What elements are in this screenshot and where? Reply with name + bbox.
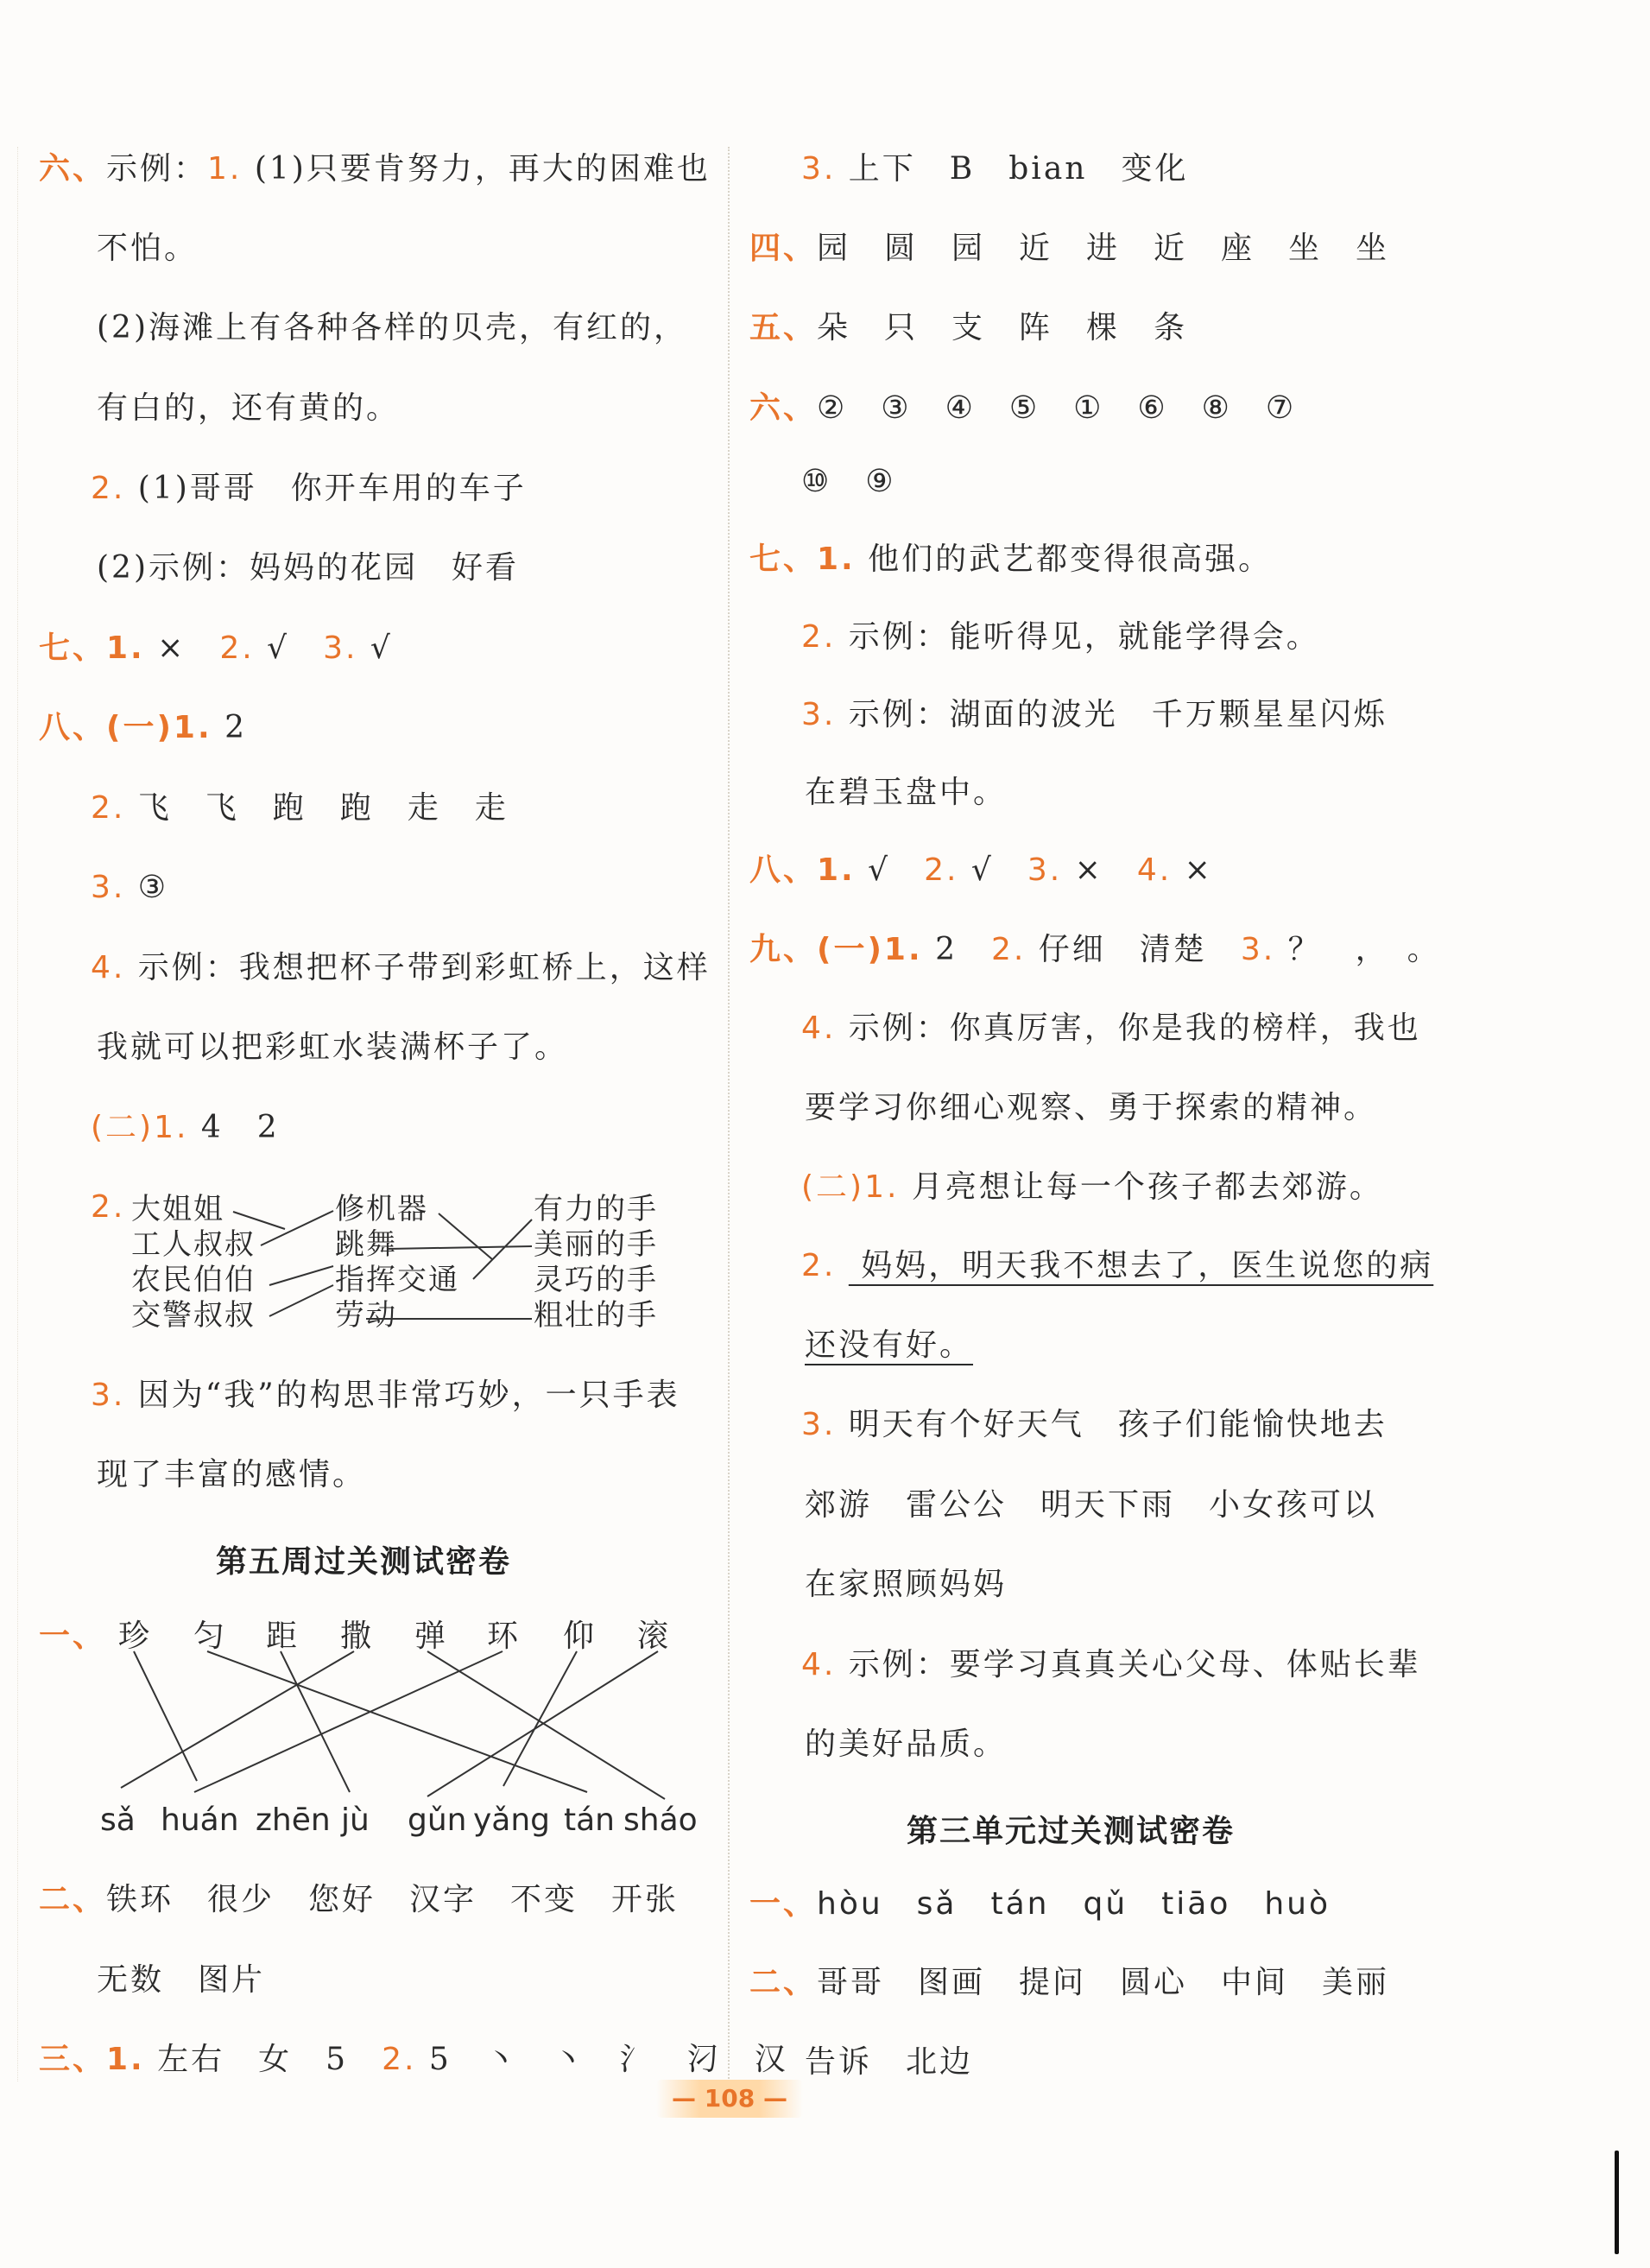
answer-line: 的美好品质。 [805, 1726, 1008, 1762]
answer-line: 七、1. 他们的武艺都变得很高强。 [749, 542, 1273, 577]
answer-line: 七、1. × 2. √ 3. √ [39, 630, 393, 666]
answer-line: 九、(一)1. 2 2. 仔细 清楚 3. ？ ， 。 [749, 932, 1441, 967]
match-line [207, 1651, 587, 1792]
char-item: 距 [266, 1619, 300, 1654]
section-heading: 第五周过关测试密卷 [216, 1544, 512, 1580]
pinyin-item: zhēn [256, 1802, 331, 1838]
answer-line: (2)海滩上有各种各样的贝壳，有红的， [97, 310, 687, 345]
match-item: 工人叔叔 [131, 1227, 256, 1262]
match-line [121, 1651, 354, 1788]
char-item: 滚 [637, 1619, 672, 1654]
match-item: 劳动 [335, 1298, 397, 1333]
answer-line: 六、② ③ ④ ⑤ ① ⑥ ⑧ ⑦ [749, 390, 1297, 426]
match-line [503, 1651, 577, 1786]
char-item: 撒 [340, 1619, 375, 1654]
match-item: 农民伯伯 [131, 1263, 256, 1297]
answer-line: 2. (1)哥哥 你开车用的车子 [91, 471, 527, 506]
match-line [269, 1266, 333, 1285]
section-heading: 第三单元过关测试密卷 [907, 1814, 1236, 1849]
answer-line: 4. 示例：我想把杯子带到彩虹桥上，这样 [91, 950, 711, 985]
answer-line: 六、示例：1. (1)只要肯努力，再大的困难也 [39, 151, 711, 187]
page-number-badge [656, 2080, 803, 2118]
answer-line: 在家照顾妈妈 [805, 1567, 1008, 1602]
match-line [473, 1220, 532, 1279]
answer-line: 三、1. 左右 ⼥ 5 2. 5 丶 丶 氵 汈 汉 [39, 2042, 788, 2077]
answer-line: 2. 飞 飞 跑 跑 走 走 [91, 790, 509, 826]
answer-line: 3. ③ [91, 870, 169, 905]
left-margin-rule [17, 147, 18, 2081]
answer-line: 3. 示例：湖面的波光 千万颗星星闪烁 [801, 697, 1388, 732]
match-line [269, 1285, 333, 1316]
answer-line: 不怕。 [97, 231, 199, 266]
answer-line: 无数 图片 [97, 1962, 266, 1998]
match-item: 灵巧的手 [534, 1263, 658, 1297]
answer-line: 3. 明天有个好天气 孩子们能愉快地去 [801, 1407, 1388, 1442]
answer-line: 八、(一)1. 2 [39, 710, 247, 745]
answer-line: (2)示例：妈妈的花园 好看 [97, 550, 519, 586]
answer-line: 一、hòu sǎ tán qǔ tiāo huò [749, 1886, 1331, 1922]
match-line [427, 1651, 665, 1799]
char-item: 匀 [193, 1619, 228, 1654]
answer-line: 二、哥哥 图画 提问 圆心 中间 美丽 [749, 1965, 1390, 2000]
pinyin-item: huán [161, 1802, 239, 1838]
match-line [281, 1651, 350, 1792]
char-item: 弹 [414, 1619, 449, 1654]
match-item: 有力的手 [534, 1192, 658, 1226]
answer-line: 五、朵 只 支 阵 棵 条 [749, 310, 1188, 345]
match-line [233, 1212, 285, 1229]
match-item: 指挥交通 [335, 1263, 459, 1297]
answer-line: 告诉 北边 [805, 2044, 974, 2080]
answer-line: 还没有好。 [805, 1327, 974, 1363]
match-item: 大姐姐 [131, 1192, 224, 1226]
answer-line: 八、1. √ 2. √ 3. × 4. × [749, 852, 1213, 888]
char-item: 仰 [563, 1619, 597, 1654]
char-item: 珍 [118, 1619, 153, 1654]
char-item: 环 [487, 1619, 522, 1654]
pinyin-item: yǎng [473, 1802, 551, 1838]
pinyin-item: tán [564, 1802, 615, 1838]
page-number: — 108 — [672, 2084, 787, 2113]
answer-line: (二)1. 4 2 [91, 1110, 280, 1145]
answer-line: 4. 示例：你真厉害，你是我的榜样，我也 [801, 1010, 1421, 1046]
match-item: 修机器 [335, 1192, 428, 1226]
answer-line: 四、园 圆 园 近 进 近 座 坐 坐 [749, 231, 1390, 266]
answer-line: 要学习你细心观察、勇于探索的精神。 [805, 1090, 1378, 1125]
match-number: 2. [91, 1189, 126, 1225]
match-line [134, 1651, 197, 1781]
match-line [389, 1246, 532, 1249]
answer-line: 3. 因为“我”的构思非常巧妙，一只手表 [91, 1378, 680, 1413]
answer-line: 现了丰富的感情。 [97, 1457, 367, 1492]
match-item: 美丽的手 [534, 1227, 658, 1262]
match-item: 交警叔叔 [131, 1298, 256, 1333]
match-item: 粗壮的手 [534, 1298, 658, 1333]
column-divider [728, 147, 730, 2081]
pinyin-item: jù [341, 1802, 370, 1838]
answer-line: 2. 示例：能听得见，就能学得会。 [801, 619, 1320, 655]
match-item: 跳舞 [335, 1227, 397, 1262]
answer-line: 我就可以把彩虹水装满杯子了。 [97, 1029, 569, 1065]
match-line [261, 1211, 333, 1245]
pinyin-item: gǔn [408, 1802, 467, 1838]
answer-line: 3. 上下 B bian 变化 [801, 151, 1189, 187]
answer-line: 一、 [39, 1619, 107, 1654]
answer-line: 有白的，还有黄的。 [97, 390, 401, 426]
answer-line: 2. 妈妈，明天我不想去了，医生说您的病 [801, 1248, 1434, 1283]
match-line [427, 1651, 658, 1796]
pinyin-item: sǎ [100, 1802, 136, 1838]
match-line [194, 1651, 503, 1792]
pinyin-item: sháo [623, 1802, 698, 1838]
answer-line: ⑩ ⑨ [801, 464, 896, 499]
scan-edge-mark [1615, 2151, 1619, 2254]
answer-line: 二、铁环 很少 您好 汉字 不变 开张 [39, 1882, 680, 1917]
answer-line: 郊游 雷公公 明天下雨 小女孩可以 [805, 1487, 1378, 1523]
answer-line: 4. 示例：要学习真真关心父母、体贴长辈 [801, 1647, 1421, 1682]
answer-line: (二)1. 月亮想让每一个孩子都去郊游。 [801, 1169, 1383, 1205]
answer-line: 在碧玉盘中。 [805, 775, 1008, 810]
match-line [439, 1213, 492, 1259]
